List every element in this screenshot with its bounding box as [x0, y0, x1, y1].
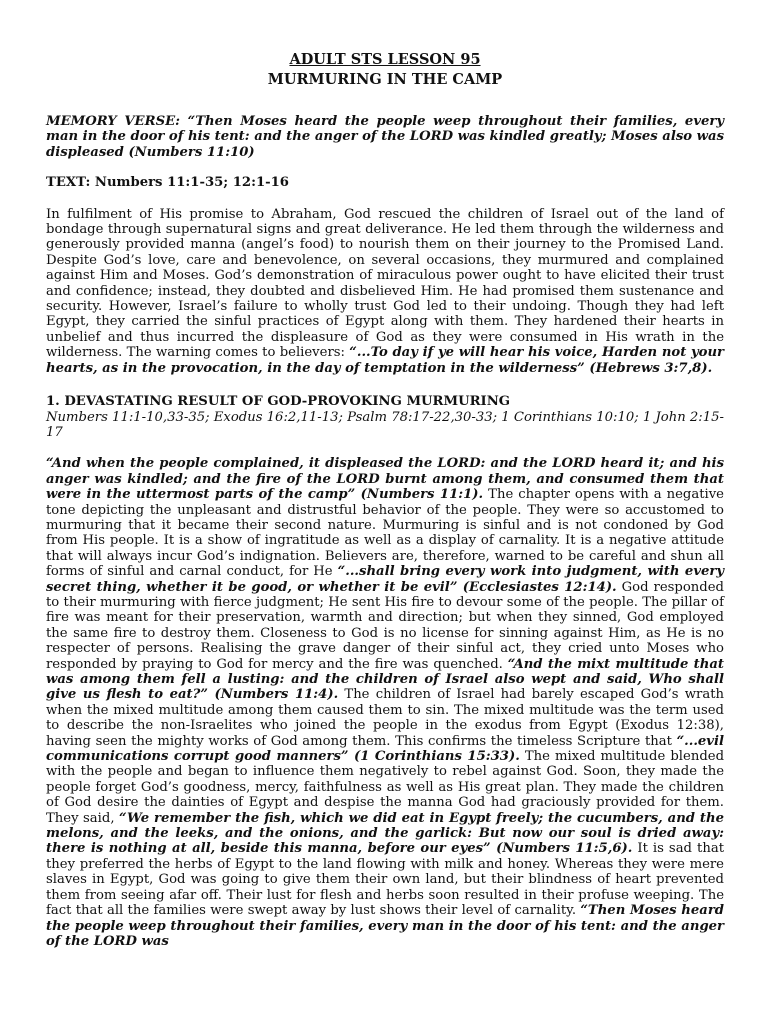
section-heading: 1. DEVASTATING RESULT OF GOD-PROVOKING MURMURING: [46, 394, 511, 410]
lesson-title: ADULT STS LESSON 95: [289, 51, 481, 68]
scripture-quote: “And the mixt multitude that was among them fell a lusting: and the children of Israel also wept and said, Who shall give us flesh to eat?” (Numbers 11:4).: [46, 656, 724, 703]
section-paragraph: [46, 456, 724, 949]
scripture-quote: “And when the people complained, it displeased the LORD: and the LORD heard it; and his anger was kindled; and the fire of the LORD burnt among them, and consumed them that were in the uttermost parts of the camp” (Numbers 11:1).: [46, 456, 724, 503]
paragraph-text: The chapter opens with a negative tone depicting the unpleasant and distrustful behavior of the people. They were so accustomed to murmuring that it became their second nature. Murmuring is sinful and is not condoned by God from His people. It is a show of ingratitude as well as a display of carnality. It is a negative attitude that will always incur God’s indignation. Believers are, therefore, warned to be careful and shun all forms of sinful and carnal conduct, for He: [46, 487, 724, 580]
paragraph-text: The mixed multitude blended with the people and began to influence them negatively to rebel against God. Soon, they made the people forget God’s goodness, mercy, faithfulness as well as His great plan. They made the children of God desire the dainties of Egypt and despise the manna God had graciously provided for them. They said,: [46, 749, 725, 826]
paragraph-text: The children of Israel had barely escaped God’s wrath when the mixed multitude among them caused them to sin. The mixed multitude was the term used to describe the non-Israelites who joined the people in the exodus from Egypt (Exodus 12:38), having seen the mighty works of God among them. This confirms the timeless Scripture that: [46, 687, 724, 749]
intro-paragraph: [46, 207, 724, 376]
scripture-quote: “...evil communications corrupt good manners” (1 Corinthians 15:33).: [46, 733, 724, 765]
scripture-quote: “Then Moses heard the people weep throughout their families, every man in the door of his tent: and the anger of the LORD was: [46, 903, 724, 949]
lesson-subtitle: MURMURING IN THE CAMP: [267, 71, 503, 88]
text-reference: TEXT: Numbers 11:1-35; 12:1-16: [46, 175, 289, 191]
intro-body: In fulfilment of His promise to Abraham, God rescued the children of Israel out of the land of bondage through supernatural signs and great deliverance. He led them through the wilderness and generously provided manna (angel’s food) to nourish them on their journey to the Promised Land. Despite God’s love, care and benevolence, on several occasions, they murmured and complained against Him and Moses. God’s demonstration of miraculous power ought to have elicited their trust and confidence; instead, they doubted and disbelieved Him. He had promised them sustenance and security. However, Israel’s failure to wholly trust God led to their undoing. Though they had left Egypt, they carried the sinful practices of Egypt along with them. They hardened their hearts in unbelief and thus incurred the displeasure of God as they were consumed in His wrath in the wilderness. The warning comes to believers:: [46, 206, 724, 361]
scripture-quote: “...shall bring every work into judgment, with every secret thing, whether it be good, or whether it be evil” (Ecclesiastes 12:14).: [46, 564, 724, 595]
section-references: Numbers 11:1-10,33-35; Exodus 16:2,11-13; Psalm 78:17-22,30-33; 1 Corinthians 10:10; 1 John 2:15-17: [46, 409, 724, 440]
paragraph-text: God responded to their murmuring with fierce judgment; He sent His fire to devour some of the people. The pillar of fire was meant for their preservation, warmth and direction; but when they sinned, God employed the same fire to destroy them. Closeness to God is no license for sinning against Him, as He is no respecter of persons. Realising the grave danger of their sinful act, they cried unto Moses who responded by praying to God for mercy and the fire was quenched.: [46, 579, 724, 672]
paragraph-text: It is sad that they preferred the herbs of Egypt to the land flowing with milk and honey. Whereas they were mere slaves in Egypt, God was going to give them their own land, but their blindness of heart prevented them from seeing afar off. Their lust for flesh and herbs soon resulted in their profuse weeping. The fact that all the families were swept away by lust shows their level of carnality.: [46, 841, 724, 919]
memory-verse: MEMORY VERSE: “Then Moses heard the people weep throughout their families, every man in the door of his tent: and the anger of the LORD was kindled greatly; Moses also was displeased (Numbers 11:10): [46, 114, 724, 160]
scripture-quote: “We remember the fish, which we did eat in Egypt freely; the cucumbers, and the melons, and the leeks, and the onions, and the garlick: But now our soul is dried away: there is nothing at all, beside this manna, before our eyes” (Numbers 11:5,6).: [46, 810, 724, 857]
intro-quote: “...To day if ye will hear his voice, Harden not your hearts, as in the provocation, in the day of temptation in the wilderness” (Hebrews 3:7,8).: [46, 345, 724, 376]
